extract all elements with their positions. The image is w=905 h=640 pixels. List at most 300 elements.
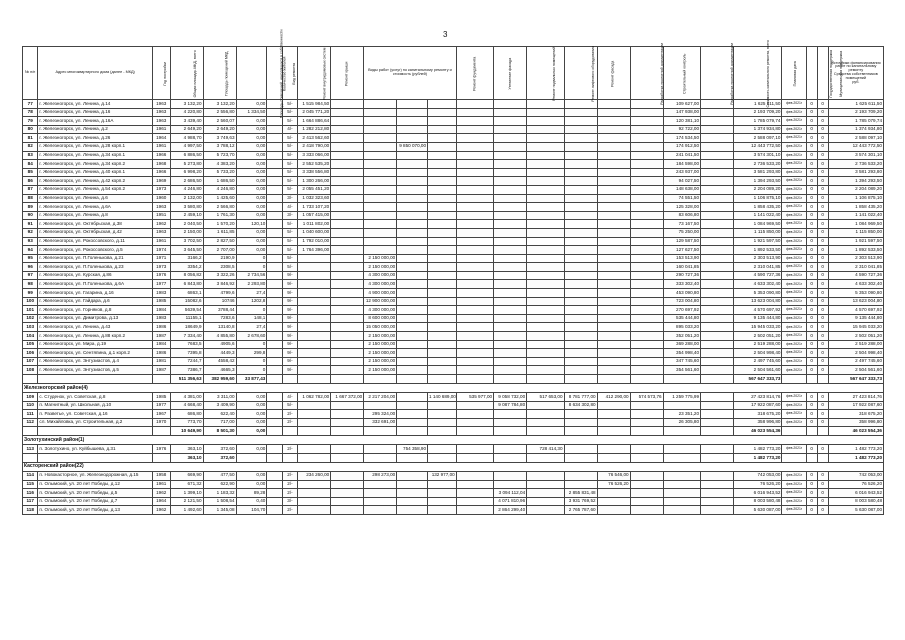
subtotal-w1	[298, 453, 331, 462]
cell-a1: 7395,8	[170, 349, 203, 358]
cell-a3: 0,00	[236, 117, 267, 126]
cell-total: 358 996,80	[734, 418, 782, 427]
cell-total: 1 141 022,40	[734, 211, 782, 220]
cell-wb	[564, 142, 597, 151]
cell-year: 1967	[152, 410, 170, 419]
cell-w7	[494, 203, 527, 212]
cell-wc	[597, 228, 630, 237]
cell-own: 15 945 033,20	[828, 323, 883, 332]
cell-typ: 9/-	[282, 289, 297, 298]
cell-w9	[630, 271, 663, 280]
cell-wc	[597, 357, 630, 366]
cell-n: 92	[23, 228, 38, 237]
cell-w2	[331, 497, 364, 506]
cell-w7	[494, 185, 527, 194]
cell-date: фев.2021г	[782, 506, 806, 515]
cell-w4	[397, 108, 428, 117]
subtotal-w7	[494, 453, 527, 462]
cell-w2	[331, 306, 364, 315]
cell-date: фев.2021г	[782, 480, 806, 489]
cell-own: 3 574 301,10	[828, 151, 883, 160]
cell-wc	[597, 203, 630, 212]
cell-f2: 0	[817, 125, 828, 134]
cell-w1	[298, 271, 331, 280]
cell-n: 100	[23, 297, 38, 306]
cell-a3: 0,00	[236, 160, 267, 169]
cell-w1: 1 282 212,80	[298, 125, 331, 134]
cell-n: 105	[23, 340, 38, 349]
cell-w1	[298, 497, 331, 506]
cell-w1	[298, 349, 331, 358]
subtotal-typ	[282, 427, 297, 436]
cell-wc	[597, 194, 630, 203]
header-unit: руб.	[852, 79, 860, 84]
cell-w8: 369 288,00	[663, 340, 700, 349]
cell-addr: г. Железногорск, ул. Рокоссовского, д.11	[38, 237, 153, 246]
cell-total: 2 588 097,10	[734, 134, 782, 143]
header-works-title: Виды работ (услуг) по капитальному ремонту и стоимость (рублей)	[364, 47, 456, 100]
cell-w2	[331, 410, 364, 419]
cell-wd	[701, 160, 734, 169]
table-row	[23, 168, 884, 177]
cell-w3	[364, 228, 397, 237]
subtotal-row	[23, 453, 884, 462]
cell-wb: 3 931 769,52	[564, 497, 597, 506]
cell-addr: г. Железногорск, ул. П.Голенькова, д.23	[38, 263, 153, 272]
cell-w9	[630, 410, 663, 419]
cell-w4	[397, 410, 428, 419]
cell-w5	[428, 108, 457, 117]
cell-w2	[331, 480, 364, 489]
cell-w8: 723 004,80	[663, 297, 700, 306]
cell-a1: 1 492,60	[170, 506, 203, 515]
header-w5: Утепление фасада	[494, 47, 527, 100]
table-row	[23, 357, 884, 366]
table-row	[23, 160, 884, 169]
cell-f2: 0	[817, 211, 828, 220]
cell-w7	[494, 100, 527, 109]
cell-date: фев.2021г	[782, 246, 806, 255]
cell-w9	[630, 151, 663, 160]
cell-w3: 8 600 000,00	[364, 314, 397, 323]
cell-w3: 4 300 000,00	[364, 280, 397, 289]
cell-w8: 354 561,60	[663, 366, 700, 375]
cell-total: 3 574 301,10	[734, 151, 782, 160]
cell-date: фев.2021г	[782, 340, 806, 349]
cell-n: 114	[23, 471, 38, 480]
subtotal-w5	[428, 427, 457, 436]
cell-res	[267, 314, 282, 323]
cell-a3: 0,00	[236, 203, 267, 212]
cell-date: фев.2021г	[782, 271, 806, 280]
subtotal-own: 46 023 554,36	[828, 427, 883, 436]
cell-w2	[331, 489, 364, 498]
cell-year: 1970	[152, 418, 170, 427]
cell-w3	[364, 246, 397, 255]
cell-w7	[494, 160, 527, 169]
cell-w1: 1 011 802,00	[298, 220, 331, 229]
cell-wb	[564, 228, 597, 237]
cell-w2	[331, 125, 364, 134]
cell-date: фев.2021г	[782, 349, 806, 358]
cell-year: 1961	[152, 142, 170, 151]
cell-w3	[364, 160, 397, 169]
cell-w9	[630, 289, 663, 298]
cell-w9	[630, 418, 663, 427]
cell-own: 1 785 079,74	[828, 117, 883, 126]
subtotal-wa	[527, 427, 564, 436]
cell-w7	[494, 108, 527, 117]
subtotal-wc	[597, 453, 630, 462]
cell-a2: 5 723,70	[203, 151, 236, 160]
cell-wd	[701, 297, 734, 306]
cell-res	[267, 410, 282, 419]
cell-w1	[298, 357, 331, 366]
cell-wd	[701, 489, 734, 498]
cell-w6	[456, 194, 493, 203]
cell-a2: 717,00	[203, 418, 236, 427]
table-row	[23, 401, 884, 410]
table-row	[23, 323, 884, 332]
cell-w6	[456, 445, 493, 454]
cell-n: 81	[23, 134, 38, 143]
cell-a2: 1 425,60	[203, 194, 236, 203]
cell-typ: 9/-	[282, 357, 297, 366]
cell-a3: 0,00	[236, 228, 267, 237]
cell-total: 1 921 597,50	[734, 237, 782, 246]
table-row	[23, 366, 884, 375]
cell-addr: г. Железногорск, ул. П.Голенькова, д.21	[38, 254, 153, 263]
cell-wc	[597, 497, 630, 506]
section-title: Касторенский район(22)	[23, 462, 884, 471]
cell-w7: 9 058 732,00	[494, 393, 527, 402]
cell-f1: 0	[806, 357, 817, 366]
cell-wc	[597, 489, 630, 498]
cell-total: 2 193 709,20	[734, 108, 782, 117]
cell-res	[267, 401, 282, 410]
subtotal-wa	[527, 375, 564, 384]
cell-wa	[527, 142, 564, 151]
cell-w7: 3 094 112,04	[494, 489, 527, 498]
cell-addr: с. Студенок, ул. Советская, д.8	[38, 393, 153, 402]
header-own-funds: Средства собственников помещений	[833, 72, 878, 80]
cell-wc	[597, 246, 630, 255]
cell-w8: 127 627,50	[663, 246, 700, 255]
subtotal-own: 567 647 333,73	[828, 375, 883, 384]
cell-wa	[527, 194, 564, 203]
cell-a2: 3 846,92	[203, 280, 236, 289]
cell-f1: 0	[806, 297, 817, 306]
cell-a2: 3788,44	[203, 306, 236, 315]
subtotal-w2	[331, 427, 364, 436]
cell-wc	[597, 280, 630, 289]
cell-own: 12 443 772,50	[828, 142, 883, 151]
cell-wc	[597, 151, 630, 160]
subtotal-typ	[282, 375, 297, 384]
cell-year: 1951	[152, 211, 170, 220]
cell-w1: 3 333 066,00	[298, 151, 331, 160]
cell-f1: 0	[806, 254, 817, 263]
cell-w5	[428, 280, 457, 289]
cell-w3: 332 691,00	[364, 418, 397, 427]
cell-wd	[701, 100, 734, 109]
cell-wd	[701, 117, 734, 126]
cell-f1: 0	[806, 480, 817, 489]
cell-wa	[527, 117, 564, 126]
cell-res	[267, 263, 282, 272]
cell-w8	[663, 480, 700, 489]
cell-total: 4 570 697,92	[734, 306, 782, 315]
cell-w3	[364, 237, 397, 246]
cell-date: фев.2021г	[782, 220, 806, 229]
cell-wd	[701, 349, 734, 358]
cell-w4	[397, 366, 428, 375]
cell-total: 76 526,20	[734, 480, 782, 489]
cell-total: 6 016 943,52	[734, 489, 782, 498]
cell-wb: 8 634 302,80	[564, 401, 597, 410]
cell-a2: 622,40	[203, 410, 236, 419]
cell-wd	[701, 108, 734, 117]
cell-w5	[428, 489, 457, 498]
cell-w4	[397, 489, 428, 498]
cell-f1: 0	[806, 263, 817, 272]
cell-w6	[456, 108, 493, 117]
cell-w4	[397, 194, 428, 203]
cell-total: 742 053,00	[734, 471, 782, 480]
cell-total: 1 106 875,10	[734, 194, 782, 203]
cell-n: 82	[23, 142, 38, 151]
cell-res	[267, 125, 282, 134]
cell-f1: 0	[806, 151, 817, 160]
cell-addr: г. Железногорск, ул. Ленина, д.88 корп.2	[38, 332, 153, 341]
cell-a1: 7386,7	[170, 366, 203, 375]
cell-w5	[428, 220, 457, 229]
cell-typ: 3/-	[282, 211, 297, 220]
cell-addr: г. Железногорск, ул. Ленина, д.26	[38, 134, 153, 143]
subtotal-w7	[494, 427, 527, 436]
cell-w6	[456, 185, 493, 194]
subtotal-w6	[456, 427, 493, 436]
cell-w3: 295 324,00	[364, 410, 397, 419]
cell-w7	[494, 228, 527, 237]
cell-res	[267, 357, 282, 366]
cell-w3: 2 217 204,00	[364, 393, 397, 402]
cell-a1: 3 439,40	[170, 117, 203, 126]
cell-res	[267, 332, 282, 341]
cell-a1: 6 998,20	[170, 168, 203, 177]
cell-wa	[527, 471, 564, 480]
cell-wc	[597, 125, 630, 134]
cell-a1: 773,70	[170, 418, 203, 427]
cell-wd	[701, 506, 734, 515]
cell-f1: 0	[806, 280, 817, 289]
cell-w6	[456, 410, 493, 419]
table-row	[23, 418, 884, 427]
cell-w2	[331, 297, 364, 306]
subtotal-year	[152, 375, 170, 384]
cell-n: 116	[23, 489, 38, 498]
cell-w4	[397, 506, 428, 515]
cell-a3: 0	[236, 263, 267, 272]
cell-wa: 517 653,00	[527, 393, 564, 402]
cell-w3: 2 150 000,00	[364, 349, 397, 358]
cell-own: 4 590 727,36	[828, 271, 883, 280]
cell-wb	[564, 471, 597, 480]
cell-a3: 27,4	[236, 289, 267, 298]
subtotal-wd	[701, 375, 734, 384]
table-row	[23, 246, 884, 255]
cell-w6	[456, 134, 493, 143]
cell-f2: 0	[817, 410, 828, 419]
cell-w3	[364, 489, 397, 498]
table-row	[23, 506, 884, 515]
cell-wa	[527, 497, 564, 506]
cell-date: фев.2021г	[782, 203, 806, 212]
cell-f2: 0	[817, 280, 828, 289]
table-row	[23, 332, 884, 341]
cell-wb	[564, 306, 597, 315]
cell-w3	[364, 100, 397, 109]
cell-n: 84	[23, 160, 38, 169]
subtotal-row	[23, 427, 884, 436]
cell-w1	[298, 445, 331, 454]
cell-a2: 2 560,07	[203, 117, 236, 126]
cell-w3: 2 150 000,00	[364, 263, 397, 272]
cell-addr: п. Магнитный, ул. Школьная, д.10	[38, 401, 153, 410]
cell-a2: 2 707,00	[203, 246, 236, 255]
cell-f2: 0	[817, 297, 828, 306]
cell-res	[267, 185, 282, 194]
cell-f1: 0	[806, 211, 817, 220]
cell-a2: 1 611,85	[203, 228, 236, 237]
cell-f2: 0	[817, 480, 828, 489]
cell-w1	[298, 340, 331, 349]
cell-wa	[527, 349, 564, 358]
cell-n: 115	[23, 480, 38, 489]
cell-w7	[494, 280, 527, 289]
cell-w5	[428, 142, 457, 151]
page-number: 3	[443, 30, 448, 39]
cell-w6	[456, 289, 493, 298]
cell-a3: 0,00	[236, 410, 267, 419]
cell-w9	[630, 185, 663, 194]
cell-res	[267, 418, 282, 427]
cell-w1: 2 418 790,00	[298, 142, 331, 151]
cell-f1: 0	[806, 177, 817, 186]
cell-w2	[331, 117, 364, 126]
cell-w4	[397, 185, 428, 194]
cell-wb	[564, 323, 597, 332]
cell-total: 2 736 533,20	[734, 160, 782, 169]
cell-w3	[364, 185, 397, 194]
cell-typ: 9/-	[282, 271, 297, 280]
cell-a2: 3 409,90	[203, 401, 236, 410]
cell-year: 1973	[152, 263, 170, 272]
cell-wc	[597, 445, 630, 454]
cell-n: 99	[23, 289, 38, 298]
cell-a1: 686,80	[170, 410, 203, 419]
cell-wc	[597, 134, 630, 143]
cell-w5	[428, 410, 457, 419]
cell-typ: 5/-	[282, 185, 297, 194]
cell-total: 2 303 513,90	[734, 254, 782, 263]
cell-n: 83	[23, 151, 38, 160]
cell-a3: 0,00	[236, 401, 267, 410]
cell-w8: 270 697,92	[663, 306, 700, 315]
cell-f1: 0	[806, 194, 817, 203]
section-row	[23, 384, 884, 393]
cell-addr: г. Железногорск, ул. Ленина, д.16А	[38, 117, 153, 126]
cell-typ: 9/-	[282, 340, 297, 349]
cell-year: 1964	[152, 134, 170, 143]
cell-wd	[701, 497, 734, 506]
cell-year: 1983	[152, 289, 170, 298]
cell-w9	[630, 445, 663, 454]
cell-w7	[494, 117, 527, 126]
cell-w3	[364, 445, 397, 454]
cell-w7	[494, 366, 527, 375]
cell-year: 1976	[152, 271, 170, 280]
cell-total: 1 785 079,74	[734, 117, 782, 126]
cell-w8	[663, 445, 700, 454]
cell-wa	[527, 220, 564, 229]
cell-w8: 148 638,00	[663, 185, 700, 194]
subtotal-a3	[236, 453, 267, 462]
header-w4: Ремонт фундамента	[456, 47, 493, 100]
cell-wa	[527, 489, 564, 498]
cell-wd	[701, 393, 734, 402]
cell-total: 1 084 969,50	[734, 220, 782, 229]
cell-typ: 4/-	[282, 393, 297, 402]
table-row	[23, 211, 884, 220]
subtotal-w3	[364, 427, 397, 436]
table-row	[23, 497, 884, 506]
cell-wb	[564, 280, 597, 289]
cell-w7	[494, 168, 527, 177]
cell-wa	[527, 263, 564, 272]
subtotal-w1	[298, 427, 331, 436]
cell-w4	[397, 125, 428, 134]
cell-res	[267, 142, 282, 151]
cell-a2: 4558,42	[203, 357, 236, 366]
cell-n: 106	[23, 349, 38, 358]
cell-wb	[564, 445, 597, 454]
cell-w7	[494, 340, 527, 349]
cell-w8	[663, 497, 700, 506]
cell-w6	[456, 357, 493, 366]
cell-a2: 4449,3	[203, 349, 236, 358]
cell-wb: 2 765 787,60	[564, 506, 597, 515]
cell-typ: 5/-	[282, 134, 297, 143]
cell-n: 80	[23, 125, 38, 134]
cell-a1: 2 686,50	[170, 177, 203, 186]
cell-wb	[564, 271, 597, 280]
cell-w5	[428, 125, 457, 134]
cell-w6	[456, 332, 493, 341]
cell-addr: п. Олымский, ул. 20 лет Победы, д.7	[38, 497, 153, 506]
cell-total: 3 581 293,80	[734, 168, 782, 177]
cell-a2: 5 733,20	[203, 168, 236, 177]
cell-w2	[331, 332, 364, 341]
cell-date: фев.2021г	[782, 393, 806, 402]
cell-wd	[701, 306, 734, 315]
cell-own: 3 581 293,80	[828, 168, 883, 177]
cell-own: 2 502 051,20	[828, 332, 883, 341]
cell-date: фев.2021г	[782, 125, 806, 134]
cell-w5	[428, 177, 457, 186]
cell-w4	[397, 211, 428, 220]
cell-w7	[494, 306, 527, 315]
